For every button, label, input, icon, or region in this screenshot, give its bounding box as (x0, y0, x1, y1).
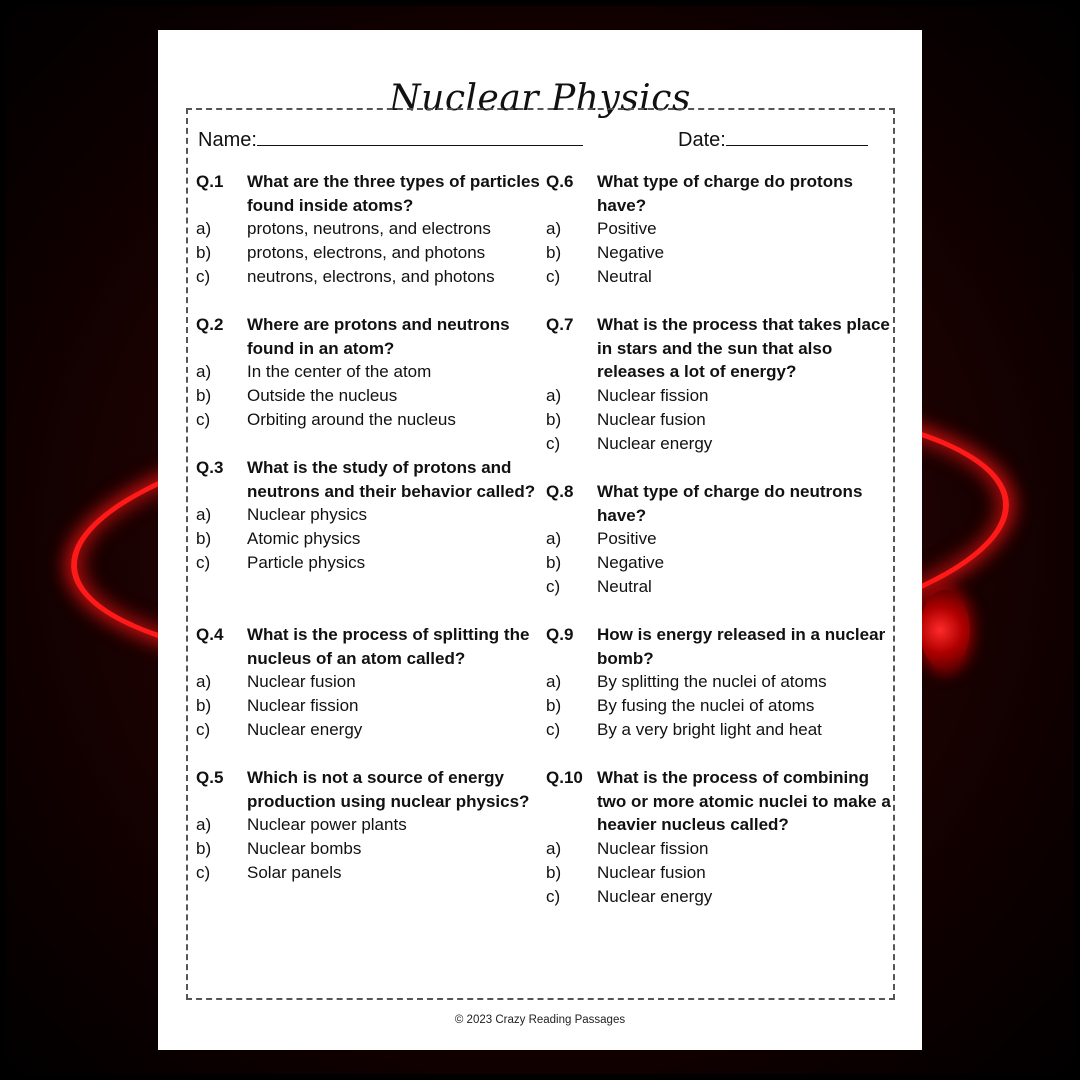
option-letter: c) (196, 862, 211, 882)
option-text: By a very bright light and heat (597, 719, 822, 739)
option-text: Positive (597, 219, 657, 239)
option-text: Nuclear fusion (597, 409, 706, 429)
question-text: What type of charge do neutrons have? (597, 482, 863, 525)
option-letter: c) (546, 886, 561, 906)
option-letter: c) (196, 552, 211, 572)
option-text: Nuclear fusion (597, 862, 706, 882)
option-text: Neutral (597, 266, 652, 286)
question-number: Q.5 (196, 768, 224, 787)
question-text: What type of charge do protons have? (597, 172, 853, 215)
option-text: Negative (597, 243, 665, 263)
option-c[interactable] (196, 861, 541, 885)
option-c[interactable] (196, 408, 541, 432)
option-b[interactable] (196, 694, 541, 718)
question-1 (196, 170, 541, 289)
option-letter: c) (196, 719, 211, 739)
option-letter: a) (546, 529, 562, 549)
question-text: What are the three types of particles found inside atoms? (247, 172, 540, 215)
option-b[interactable] (546, 241, 891, 265)
question-5 (196, 766, 541, 885)
question-number: Q.9 (546, 625, 574, 644)
option-letter: b) (546, 553, 562, 573)
option-letter: a) (196, 672, 212, 692)
option-letter: a) (196, 362, 212, 382)
option-letter: b) (196, 243, 212, 263)
copyright-footer: © 2023 Crazy Reading Passages (454, 1014, 626, 1026)
option-letter: c) (546, 719, 561, 739)
option-letter: a) (196, 219, 212, 239)
option-letter: b) (196, 696, 212, 716)
option-a[interactable] (196, 670, 541, 694)
option-letter: b) (196, 386, 212, 406)
question-10 (546, 766, 891, 908)
option-c[interactable] (546, 432, 891, 456)
option-text: Outside the nucleus (247, 386, 398, 406)
option-text: Nuclear energy (597, 433, 713, 453)
question-number: Q.10 (546, 768, 583, 787)
option-c[interactable] (196, 718, 541, 742)
option-text: Atomic physics (247, 529, 361, 549)
option-a[interactable] (196, 360, 541, 384)
option-text: Neutral (597, 576, 652, 596)
option-letter: a) (546, 839, 562, 859)
option-a[interactable] (546, 837, 891, 861)
question-number: Q.3 (196, 458, 224, 477)
question-number: Q.7 (546, 315, 574, 334)
question-text: How is energy released in a nuclear bomb? (597, 625, 886, 668)
question-text: What is the study of protons and neutrons and their behavior called? (247, 458, 536, 501)
option-b[interactable] (546, 694, 891, 718)
worksheet-page (158, 30, 922, 1050)
question-text: What is the process that takes place in stars and the sun that also releases a lot of energy? (597, 315, 890, 382)
option-text: Solar panels (247, 862, 342, 882)
option-a[interactable] (196, 503, 541, 527)
option-text: Nuclear energy (597, 886, 713, 906)
name-field[interactable] (198, 126, 583, 152)
option-b[interactable] (196, 384, 541, 408)
option-letter: b) (546, 409, 562, 429)
question-number: Q.4 (196, 625, 224, 644)
option-letter: a) (196, 505, 212, 525)
option-text: Particle physics (247, 552, 366, 572)
question-text: Where are protons and neutrons found in an atom? (247, 315, 510, 358)
question-box (186, 108, 895, 1000)
option-a[interactable] (546, 670, 891, 694)
option-text: Nuclear fission (597, 386, 709, 406)
option-text: Nuclear fission (597, 839, 709, 859)
option-a[interactable] (546, 384, 891, 408)
option-text: Positive (597, 529, 657, 549)
option-letter: b) (196, 529, 212, 549)
option-a[interactable] (546, 527, 891, 551)
name-underline[interactable] (257, 126, 583, 146)
question-7 (546, 313, 891, 455)
option-letter: c) (546, 433, 561, 453)
option-a[interactable] (196, 217, 541, 241)
option-letter: b) (196, 839, 212, 859)
date-label: Date: (678, 129, 726, 151)
option-c[interactable] (546, 575, 891, 599)
option-c[interactable] (196, 551, 541, 575)
option-text: protons, electrons, and photons (247, 243, 486, 263)
question-text: What is the process of splitting the nucleus of an atom called? (247, 625, 530, 668)
option-c[interactable] (546, 718, 891, 742)
option-text: Nuclear physics (247, 505, 367, 525)
question-number: Q.6 (546, 172, 574, 191)
option-letter: c) (546, 576, 561, 596)
date-underline[interactable] (726, 126, 868, 146)
option-b[interactable] (196, 241, 541, 265)
option-letter: a) (196, 815, 212, 835)
ring-bead-decoration (920, 590, 970, 670)
option-text: In the center of the atom (247, 362, 432, 382)
option-c[interactable] (196, 265, 541, 289)
option-letter: a) (546, 219, 562, 239)
question-2 (196, 313, 541, 432)
option-b[interactable] (196, 527, 541, 551)
question-text: What is the process of combining two or more atomic nuclei to make a heavier nucleus called? (597, 768, 891, 835)
option-letter: b) (546, 862, 562, 882)
question-8 (546, 480, 891, 599)
option-b[interactable] (546, 551, 891, 575)
option-text: By fusing the nuclei of atoms (597, 696, 815, 716)
option-text: neutrons, electrons, and photons (247, 266, 495, 286)
option-a[interactable] (546, 217, 891, 241)
option-letter: b) (546, 696, 562, 716)
option-b[interactable] (546, 408, 891, 432)
option-text: Nuclear fusion (247, 672, 356, 692)
option-letter: a) (546, 672, 562, 692)
question-number: Q.8 (546, 482, 574, 501)
option-text: Nuclear energy (247, 719, 363, 739)
question-4 (196, 623, 541, 742)
option-a[interactable] (196, 813, 541, 837)
question-number: Q.2 (196, 315, 224, 334)
option-letter: c) (196, 266, 211, 286)
date-field[interactable] (678, 126, 868, 152)
option-letter: c) (196, 409, 211, 429)
option-text: By splitting the nuclei of atoms (597, 672, 827, 692)
option-c[interactable] (546, 265, 891, 289)
option-text: Nuclear power plants (247, 815, 407, 835)
question-9 (546, 623, 891, 742)
option-letter: b) (546, 243, 562, 263)
name-label: Name: (198, 129, 257, 151)
option-letter: c) (546, 266, 561, 286)
question-text: Which is not a source of energy production using nuclear physics? (247, 768, 530, 811)
question-6 (546, 170, 891, 289)
option-text: protons, neutrons, and electrons (247, 219, 491, 239)
option-b[interactable] (196, 837, 541, 861)
option-text: Negative (597, 553, 665, 573)
option-c[interactable] (546, 885, 891, 909)
option-text: Nuclear bombs (247, 839, 362, 859)
option-b[interactable] (546, 861, 891, 885)
question-number: Q.1 (196, 172, 224, 191)
worksheet-title: Nuclear Physics (389, 78, 691, 119)
option-text: Orbiting around the nucleus (247, 409, 456, 429)
question-3 (196, 456, 541, 575)
option-text: Nuclear fission (247, 696, 359, 716)
option-letter: a) (546, 386, 562, 406)
